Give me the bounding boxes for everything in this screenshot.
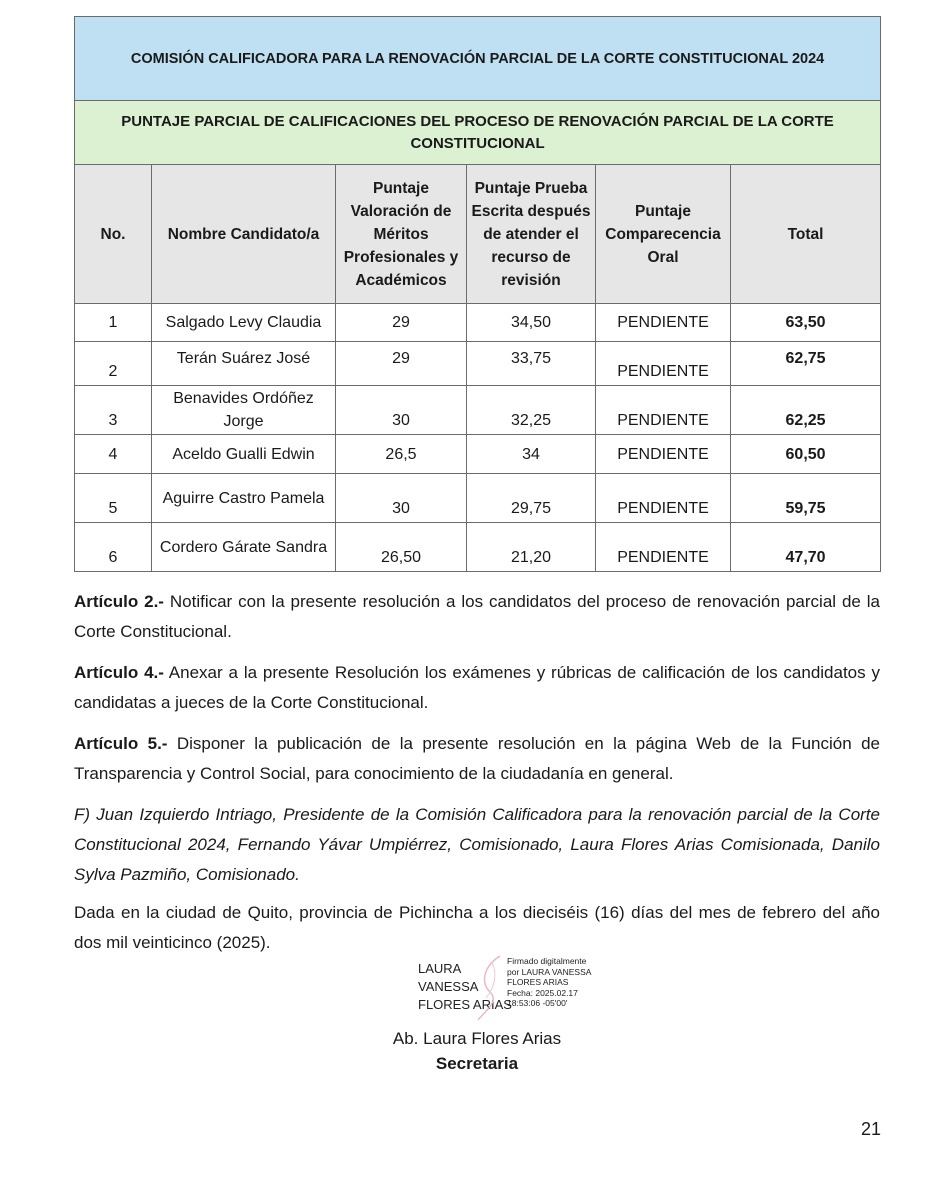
signatories-paragraph: F) Juan Izquierdo Intriago, Presidente de la Comisión Calificadora para la renovación parcial de la Corte Constitucional 2024, Fernando Yávar Umpiérrez, Comisionado, Laura Flores Arias Comisionada, Danilo Sylva Pazmiño, Comisionado.	[74, 805, 880, 884]
cell-no: 6	[75, 523, 152, 572]
cell-merits: 30	[336, 386, 467, 435]
signature-scribble-icon	[470, 952, 510, 1024]
sig-name-line: FLORES ARIAS	[418, 997, 512, 1012]
sig-info-line: 18:53:06 -05'00'	[507, 998, 568, 1008]
cell-name: Aceldo Gualli Edwin	[152, 435, 336, 474]
article-2	[74, 587, 880, 647]
table-row	[75, 523, 881, 572]
cell-total: 62,75	[731, 342, 881, 386]
table-row	[75, 304, 881, 342]
cell-merits: 26,50	[336, 523, 467, 572]
sig-name-line: LAURA	[418, 961, 462, 976]
table-title: COMISIÓN CALIFICADORA PARA LA RENOVACIÓN PARCIAL DE LA CORTE CONSTITUCIONAL 2024	[75, 17, 881, 101]
header-merits: Puntaje Valoración de Méritos Profesionales y Académicos	[336, 165, 467, 304]
cell-written: 29,75	[467, 474, 596, 523]
cell-no: 3	[75, 386, 152, 435]
digital-signature-info	[507, 956, 591, 1009]
cell-no: 4	[75, 435, 152, 474]
article-label: Artículo 2.-	[74, 592, 164, 611]
header-total: Total	[731, 165, 881, 304]
cell-oral: PENDIENTE	[596, 342, 731, 386]
cell-name: Salgado Levy Claudia	[152, 304, 336, 342]
table-subtitle: PUNTAJE PARCIAL DE CALIFICACIONES DEL PROCESO DE RENOVACIÓN PARCIAL DE LA CORTE CONSTITUCIONAL	[75, 101, 881, 165]
cell-written: 21,20	[467, 523, 596, 572]
article-label: Artículo 5.-	[74, 734, 168, 753]
cell-name: Aguirre Castro Pamela	[152, 474, 336, 523]
cell-name: Terán Suárez José	[152, 342, 336, 386]
cell-total: 59,75	[731, 474, 881, 523]
cell-total: 62,25	[731, 386, 881, 435]
article-text: Anexar a la presente Resolución los exámenes y rúbricas de calificación de los candidatos y candidatas a jueces de la Corte Constitucional.	[74, 663, 880, 712]
cell-written: 33,75	[467, 342, 596, 386]
cell-merits: 29	[336, 342, 467, 386]
cell-no: 1	[75, 304, 152, 342]
table-row	[75, 342, 881, 386]
cell-merits: 30	[336, 474, 467, 523]
sig-info-line: Fecha: 2025.02.17	[507, 987, 578, 998]
cell-oral: PENDIENTE	[596, 386, 731, 435]
article-5	[74, 729, 880, 789]
scores-table	[74, 16, 881, 572]
table-row	[75, 386, 881, 435]
header-no: No.	[75, 165, 152, 304]
sig-info-line: Firmado digitalmente	[507, 956, 587, 966]
cell-written: 34	[467, 435, 596, 474]
header-name: Nombre Candidato/a	[152, 165, 336, 304]
cell-total: 47,70	[731, 523, 881, 572]
cell-merits: 26,5	[336, 435, 467, 474]
cell-oral: PENDIENTE	[596, 523, 731, 572]
sig-name-line: VANESSA	[418, 979, 479, 994]
cell-oral: PENDIENTE	[596, 435, 731, 474]
signer-role: Secretaria	[435, 1054, 519, 1073]
cell-oral: PENDIENTE	[596, 304, 731, 342]
cell-no: 5	[75, 474, 152, 523]
cell-written: 32,25	[467, 386, 596, 435]
header-written: Puntaje Prueba Escrita después de atender el recurso de revisión	[467, 165, 596, 304]
table-row	[75, 435, 881, 474]
cell-merits: 29	[336, 304, 467, 342]
cell-no: 2	[75, 342, 152, 386]
cell-total: 63,50	[731, 304, 881, 342]
cell-name: Cordero Gárate Sandra	[152, 523, 336, 572]
signer-name: Ab. Laura Flores Arias	[392, 1029, 562, 1048]
sig-info-line: por LAURA VANESSA	[507, 966, 592, 977]
article-label: Artículo 4.-	[74, 663, 164, 682]
article-text: Notificar con la presente resolución a los candidatos del proceso de renovación parcial de la Corte Constitucional.	[74, 592, 880, 641]
page-number: 21	[860, 1119, 881, 1139]
given-in-paragraph: Dada en la ciudad de Quito, provincia de Pichincha a los dieciséis (16) días del mes de febrero del año dos mil veinticinco (2025).	[74, 903, 880, 952]
table-row	[75, 474, 881, 523]
article-text: Disponer la publicación de la presente resolución en la página Web de la Función de Transparencia y Control Social, para conocimiento de la ciudadanía en general.	[74, 734, 880, 783]
cell-name: Benavides Ordóñez Jorge	[152, 386, 336, 435]
header-oral: Puntaje Comparecencia Oral	[596, 165, 731, 304]
cell-total: 60,50	[731, 435, 881, 474]
article-4	[74, 658, 880, 718]
cell-oral: PENDIENTE	[596, 474, 731, 523]
cell-written: 34,50	[467, 304, 596, 342]
sig-info-line: FLORES ARIAS	[507, 977, 569, 987]
